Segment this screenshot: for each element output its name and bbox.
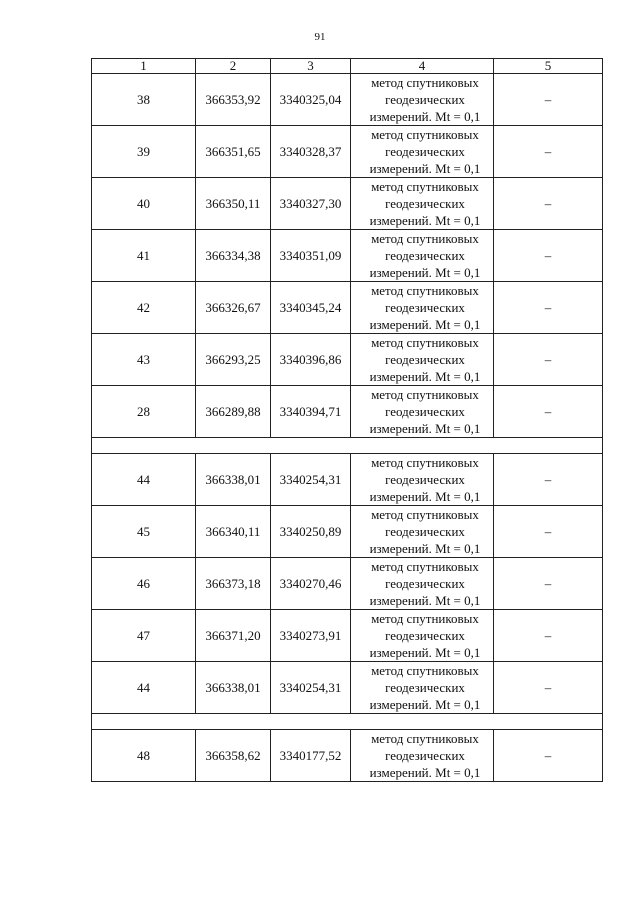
y-coordinate-cell: 3340328,37 [271, 126, 351, 178]
y-coordinate-cell: 3340396,86 [271, 334, 351, 386]
coordinates-table [91, 58, 603, 782]
y-coordinate-cell: 3340270,46 [271, 558, 351, 610]
header-cell-method: 4 [351, 59, 494, 74]
y-coordinate-cell: 3340345,24 [271, 282, 351, 334]
note-cell: – [494, 74, 603, 126]
table-row [92, 74, 603, 126]
y-coordinate-cell: 3340177,52 [271, 730, 351, 782]
method-cell: метод спутниковых геодезических измерений. Mt = 0,1 [351, 386, 494, 438]
point-number-cell: 47 [92, 610, 196, 662]
note-cell: – [494, 662, 603, 714]
page-number: 91 [314, 31, 326, 43]
x-coordinate-cell: 366350,11 [196, 178, 271, 230]
table-row [92, 662, 603, 714]
point-number-cell: 39 [92, 126, 196, 178]
note-cell: – [494, 730, 603, 782]
table-row [92, 610, 603, 662]
x-coordinate-cell: 366340,11 [196, 506, 271, 558]
table-row [92, 282, 603, 334]
point-number-cell: 28 [92, 386, 196, 438]
note-cell: – [494, 386, 603, 438]
note-cell: – [494, 282, 603, 334]
x-coordinate-cell: 366338,01 [196, 454, 271, 506]
group-separator-row [92, 438, 603, 454]
y-coordinate-cell: 3340254,31 [271, 662, 351, 714]
note-cell: – [494, 334, 603, 386]
table-body [92, 74, 603, 782]
note-cell: – [494, 178, 603, 230]
table-row [92, 506, 603, 558]
point-number-cell: 38 [92, 74, 196, 126]
method-cell: метод спутниковых геодезических измерений. Mt = 0,1 [351, 178, 494, 230]
point-number-cell: 45 [92, 506, 196, 558]
table-row [92, 334, 603, 386]
header-cell-point: 1 [92, 59, 196, 74]
method-cell: метод спутниковых геодезических измерений. Mt = 0,1 [351, 506, 494, 558]
point-number-cell: 43 [92, 334, 196, 386]
header-cell-x: 2 [196, 59, 271, 74]
method-cell: метод спутниковых геодезических измерений. Mt = 0,1 [351, 558, 494, 610]
note-cell: – [494, 230, 603, 282]
note-cell: – [494, 610, 603, 662]
point-number-cell: 42 [92, 282, 196, 334]
x-coordinate-cell: 366353,92 [196, 74, 271, 126]
y-coordinate-cell: 3340273,91 [271, 610, 351, 662]
table-row [92, 558, 603, 610]
x-coordinate-cell: 366351,65 [196, 126, 271, 178]
method-cell: метод спутниковых геодезических измерений. Mt = 0,1 [351, 610, 494, 662]
y-coordinate-cell: 3340394,71 [271, 386, 351, 438]
method-cell: метод спутниковых геодезических измерений. Mt = 0,1 [351, 282, 494, 334]
x-coordinate-cell: 366338,01 [196, 662, 271, 714]
x-coordinate-cell: 366358,62 [196, 730, 271, 782]
table-row [92, 386, 603, 438]
note-cell: – [494, 126, 603, 178]
point-number-cell: 44 [92, 662, 196, 714]
header-cell-note: 5 [494, 59, 603, 74]
x-coordinate-cell: 366373,18 [196, 558, 271, 610]
point-number-cell: 40 [92, 178, 196, 230]
y-coordinate-cell: 3340325,04 [271, 74, 351, 126]
y-coordinate-cell: 3340351,09 [271, 230, 351, 282]
point-number-cell: 44 [92, 454, 196, 506]
separator-cell [92, 714, 603, 730]
method-cell: метод спутниковых геодезических измерений. Mt = 0,1 [351, 662, 494, 714]
y-coordinate-cell: 3340254,31 [271, 454, 351, 506]
note-cell: – [494, 506, 603, 558]
point-number-cell: 46 [92, 558, 196, 610]
table-row [92, 178, 603, 230]
table-row [92, 126, 603, 178]
y-coordinate-cell: 3340327,30 [271, 178, 351, 230]
x-coordinate-cell: 366326,67 [196, 282, 271, 334]
note-cell: – [494, 454, 603, 506]
method-cell: метод спутниковых геодезических измерений. Mt = 0,1 [351, 230, 494, 282]
note-cell: – [494, 558, 603, 610]
x-coordinate-cell: 366293,25 [196, 334, 271, 386]
table-header-row [92, 59, 603, 74]
table-row [92, 730, 603, 782]
method-cell: метод спутниковых геодезических измерений. Mt = 0,1 [351, 334, 494, 386]
method-cell: метод спутниковых геодезических измерений. Mt = 0,1 [351, 730, 494, 782]
y-coordinate-cell: 3340250,89 [271, 506, 351, 558]
group-separator-row [92, 714, 603, 730]
x-coordinate-cell: 366289,88 [196, 386, 271, 438]
point-number-cell: 48 [92, 730, 196, 782]
header-cell-y: 3 [271, 59, 351, 74]
method-cell: метод спутниковых геодезических измерений. Mt = 0,1 [351, 454, 494, 506]
x-coordinate-cell: 366371,20 [196, 610, 271, 662]
table-row [92, 454, 603, 506]
table-row [92, 230, 603, 282]
separator-cell [92, 438, 603, 454]
point-number-cell: 41 [92, 230, 196, 282]
method-cell: метод спутниковых геодезических измерений. Mt = 0,1 [351, 126, 494, 178]
method-cell: метод спутниковых геодезических измерений. Mt = 0,1 [351, 74, 494, 126]
x-coordinate-cell: 366334,38 [196, 230, 271, 282]
